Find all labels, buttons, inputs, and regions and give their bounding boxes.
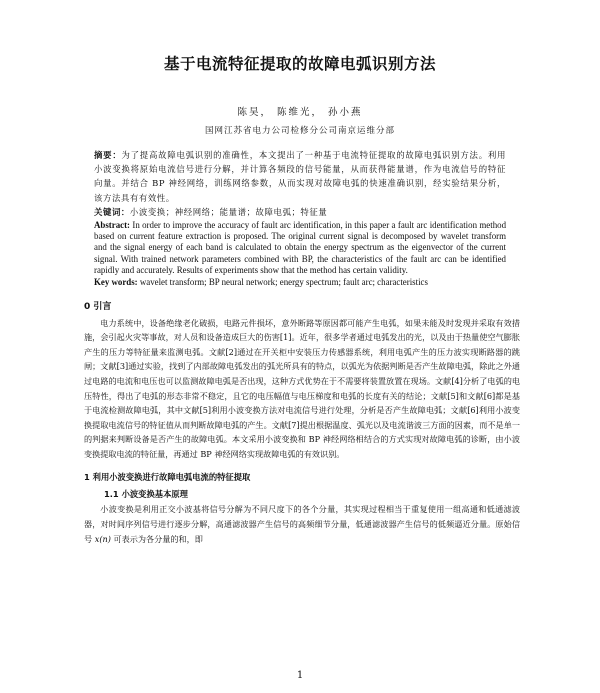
paper-title: 基于电流特征提取的故障电弧识别方法 <box>163 55 436 73</box>
section-1-heading: 1 利用小波变换进行故障电弧电流的特征提取 <box>84 471 251 482</box>
section-0-heading: 0 引言 <box>84 301 112 312</box>
subsection-1-1-body <box>84 502 520 547</box>
keywords-zh-label: 关键词： <box>94 206 130 217</box>
keywords-en-text: wavelet transform; BP neural network; energy spectrum; fault arc; characteristics <box>139 277 428 288</box>
subsection-1-1-text-b: 可表示为各分量的和，即 <box>113 533 203 544</box>
abstract-zh-text: 为了提高故障电弧识别的准确性，本文提出了一种基于电流特征提取的故障电弧识别方法。利用小波变换将原始电流信号进行分解，并计算各频段的信号能量，从而获得能量谱，作为电流信号的特征向量。并结合 BP 神经网络，训练网络参数，从而实现对故障电弧的快速准确识别，经实验结果分析，该方法具有有效性。 <box>94 150 506 203</box>
abstract-en <box>94 220 506 276</box>
abstract-zh-label: 摘要： <box>94 150 122 160</box>
keywords-zh-text: 小波变换；神经网络；能量谱；故障电弧；特征量 <box>129 206 328 217</box>
abstract-zh <box>94 148 506 205</box>
subsection-1-1-text-a: 小波变换是利用正交小波基将信号分解为不同尺度下的各个分量，其实现过程相当于重复使用一组高通和低通滤波器，对时间序列信号进行逐步分解，高通滤波器产生信号的高频细节分量，低通滤波器产生信号的低频逼近分量。原始信号 <box>84 503 520 544</box>
paper-authors: 陈昊， 陈维光， 孙小燕 <box>237 107 363 118</box>
keywords-en-label: Key words: <box>94 277 138 288</box>
section-0-body: 电力系统中，设备绝缘老化破损，电路元件损坏，意外断路等原因都可能产生电弧，如果未能及时发现并采取有效措施，会引起火灾等事故，对人员和设备造成巨大的伤害[1]。近年，很多学者通过电弧发出的光，以及由于热量使空气膨胀产生的压力等特征量来监测电弧。文献[2]通过在开关柜中安装压力传感器系统，利用电弧产生的压力波实现断路器的跳闸；文献[3]通过实验，找到了内部故障电弧发出的弧光所具有的特点，以弧光为依据判断是否产生故障电弧，除此之外通过电路的电流和电压也可以监测故障电弧是否出现，这种方式优势在于不需要将装置放置在现场。文献[4]分析了电弧的电压特性，得出了电弧的形态非常不稳定，且它的电压幅值与电压梯度和电弧的长度有关的结论；文献[5]和文献[6]都是基于电流检测故障电弧，其中文献[5]利用小波变换方法对电流信号进行处理，分析是否产生故障电弧；文献[6]利用小波变换提取电流信号的特征值从而判断故障电弧的产生。文献[7]提出根据温度、弧光以及电流谐波三方面的因素，而不是单一的判据来判断设备是否产生的故障电弧。本文采用小波变换和 BP 神经网络相结合的方式实现对故障电弧的诊断，由小波变换提取电流的特征量，再通过 BP 神经网络实现故障电弧的有效识别。 <box>84 317 520 459</box>
math-x-n: x(n) <box>94 533 111 544</box>
page-number: 1 <box>296 670 304 681</box>
abstract-en-label: Abstract: <box>94 219 130 230</box>
keywords-en <box>94 277 506 288</box>
subsection-1-1-heading: 1.1 小波变换基本原理 <box>104 488 188 499</box>
keywords-zh <box>94 205 506 219</box>
abstract-en-text: In order to improve the accuracy of fault arc identification, in this paper a fault arc identification method based on current feature extraction is proposed. The original current signal is decomposed by wavelet transform and the signal energy of each band is calculated to obtain the energy spectrum as the eigenvector of the current signal. With trained network parameters combined with BP, the characteristics of the fault arc can be identified rapidly and accurately. Results of experiments show that the method has certain validity. <box>94 219 507 275</box>
paper-affiliation: 国网江苏省电力公司检修分公司南京运维分部 <box>204 126 395 136</box>
